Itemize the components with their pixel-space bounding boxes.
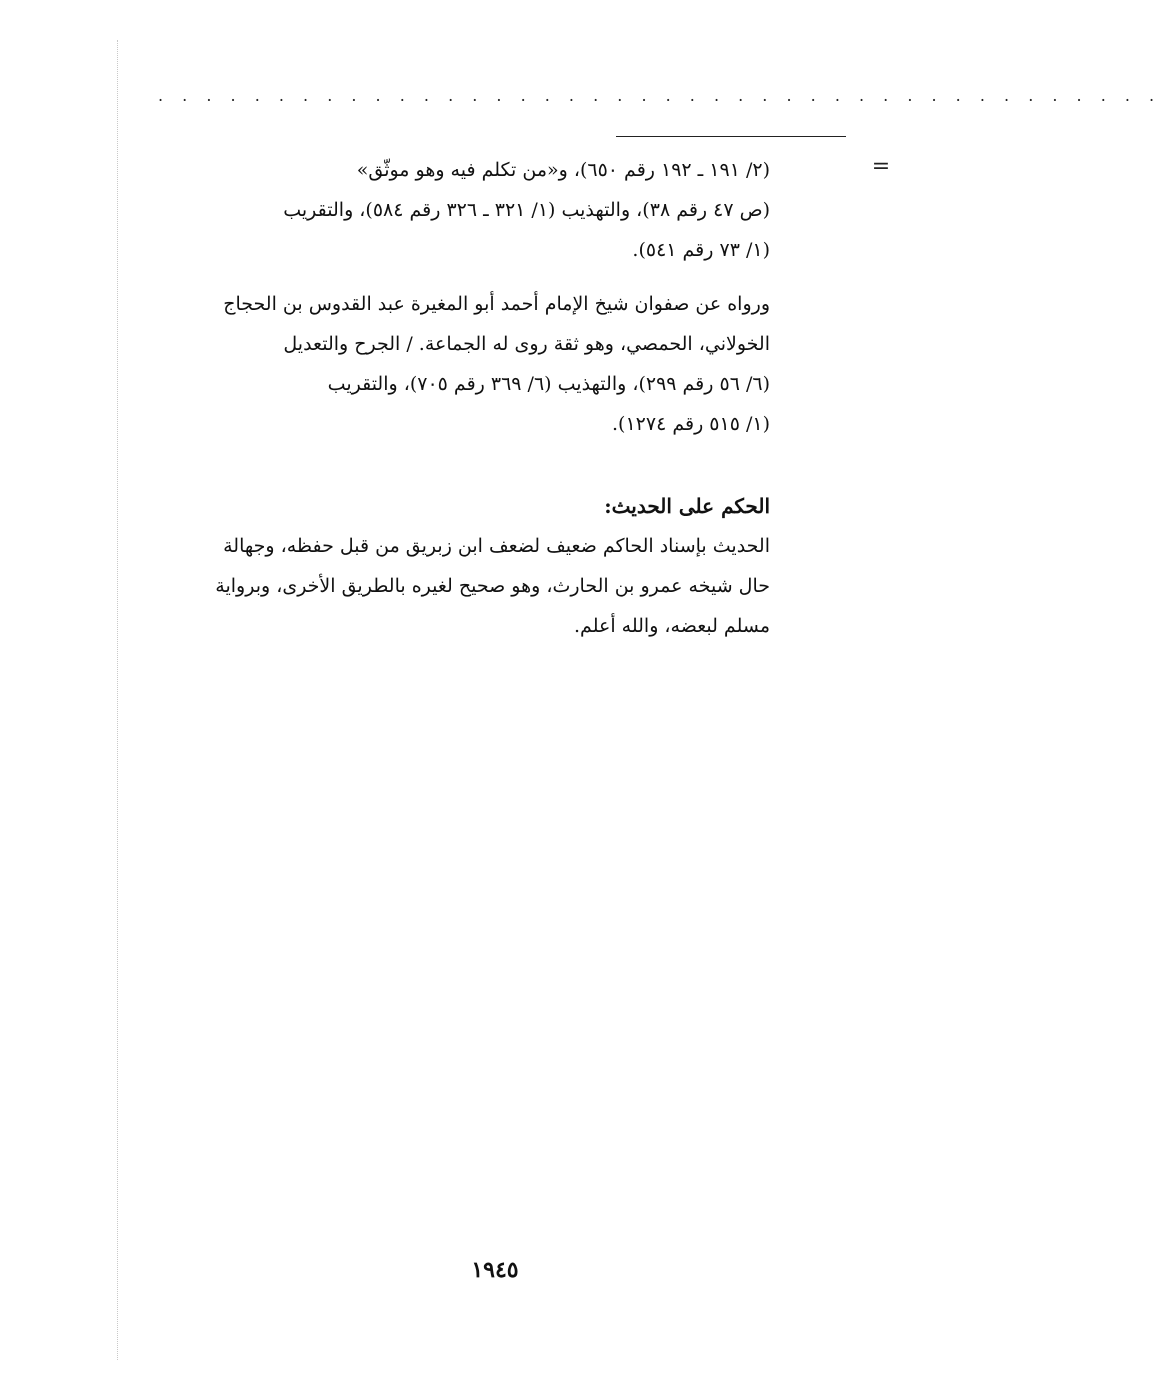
footnote-line: الخولاني، الحمصي، وهو ثقة روى له الجماعة. / الجرح والتعديل xyxy=(283,333,770,355)
ruling-line: الحديث بإسناد الحاكم ضعيف لضعف ابن زبريق من قبل حفظه، وجهالة xyxy=(223,535,770,557)
footnote-line: (٦/ ٥٦ رقم ٢٩٩)، والتهذيب (٦/ ٣٦٩ رقم ٧٠٥)، والتقريب xyxy=(327,373,770,395)
dotted-separator: . . . . . . . . . . . . . . . . . . . . . . . . . . . . . . . . . . . . . . . . . . xyxy=(158,86,1161,105)
footnote-line: ورواه عن صفوان شيخ الإمام أحمد أبو المغيرة عبد القدوس بن الحجاج xyxy=(223,293,770,315)
footnote-line: (ص ٤٧ رقم ٣٨)، والتهذيب (١/ ٣٢١ ـ ٣٢٦ رقم ٥٨٤)، والتقريب xyxy=(283,199,770,221)
page-number: ١٩٤٥ xyxy=(471,1257,519,1283)
footnote-continued xyxy=(150,150,770,270)
footnote-narrator xyxy=(150,284,770,444)
ruling-heading: الحكم على الحديث: xyxy=(604,494,770,518)
footnote-line: (٢/ ١٩١ ـ ١٩٢ رقم ٦٥٠)، و«من تكلم فيه وهو موثّق» xyxy=(356,159,770,181)
footnote-line: (١/ ٥١٥ رقم ١٢٧٤). xyxy=(612,413,770,435)
ruling-line: حال شيخه عمرو بن الحارث، وهو صحيح لغيره بالطريق الأخرى، وبرواية xyxy=(215,575,770,597)
footnote-separator-rule xyxy=(616,136,846,137)
ruling-text xyxy=(150,526,770,646)
ruling-line: مسلم لبعضه، والله أعلم. xyxy=(574,615,770,637)
footnote-line: (١/ ٧٣ رقم ٥٤١). xyxy=(632,239,770,261)
continuation-mark: = xyxy=(871,154,891,179)
binding-margin-line xyxy=(117,40,118,1360)
